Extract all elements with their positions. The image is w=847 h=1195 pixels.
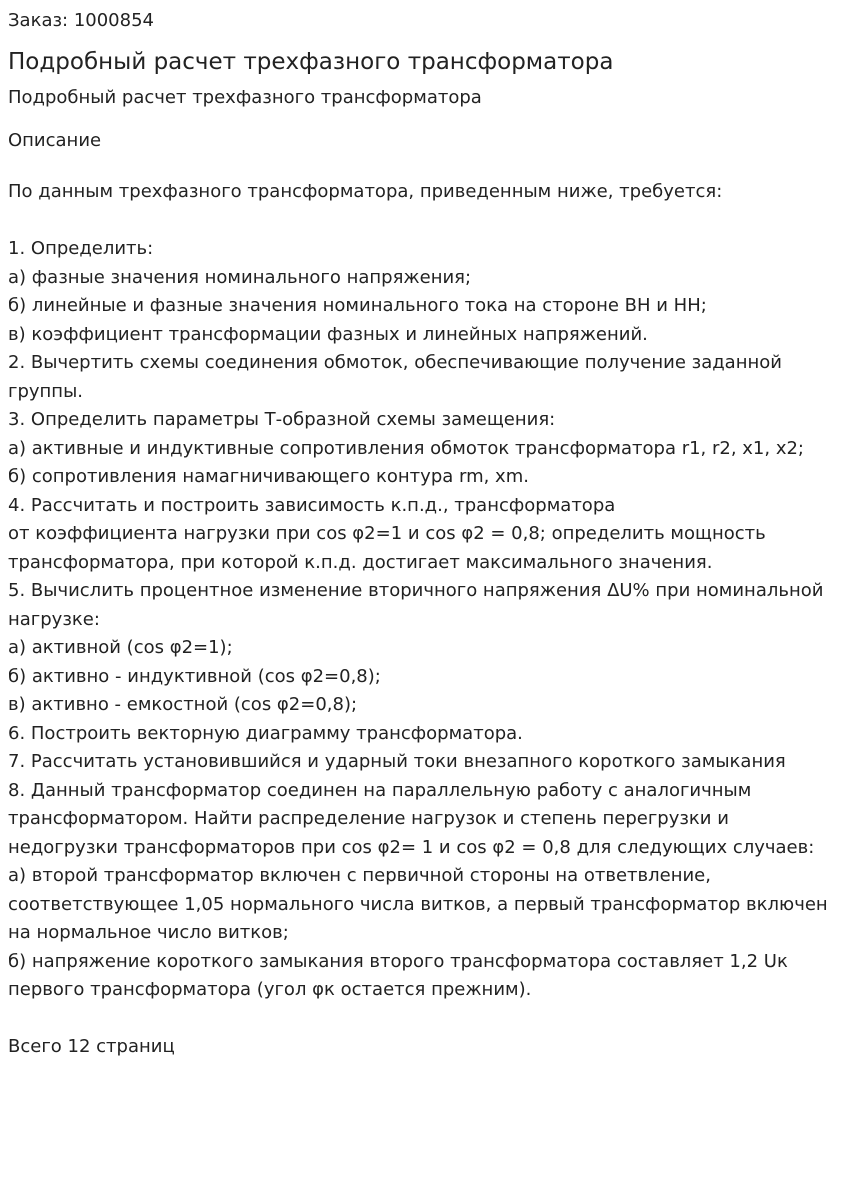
task-line: 2. Вычертить схемы соединения обмоток, обеспечивающие получение заданной группы. xyxy=(8,352,782,402)
pages-total: Всего 12 страниц xyxy=(8,1036,175,1057)
task-line: 5. Вычислить процентное изменение вторичного напряжения ΔU% при номинальной нагрузке: xyxy=(8,580,824,630)
blank-line xyxy=(8,1005,839,1034)
task-line: 3. Определить параметры Т-образной схемы замещения: xyxy=(8,409,556,430)
task-line: 7. Рассчитать установившийся и ударный токи внезапного короткого замыкания xyxy=(8,751,786,772)
task-line: от коэффициента нагрузки при cos φ2=1 и cos φ2 = 0,8; определить мощность трансформатора, при которой к.п.д. достигает максимального значения. xyxy=(8,523,766,573)
task-line: 4. Рассчитать и построить зависимость к.п.д., трансформатора xyxy=(8,494,616,516)
page-title: Подробный расчет трехфазного трансформатора xyxy=(8,49,614,75)
task-line: б) напряжение короткого замыкания второго трансформатора составляет 1,2 Uк первого трансформатора (угол φк остается прежним). xyxy=(8,950,788,1000)
task-line: 1. Определить: xyxy=(8,238,154,259)
task-line: 8. Данный трансформатор соединен на параллельную работу с аналогичным трансформатором. Найти распределение нагрузок и степень перегрузки и недогрузки трансформаторов при cos φ2= 1 и cos φ2 = 0,8 для следующих случаев: xyxy=(8,779,815,858)
task-line: б) линейные и фазные значения номинального тока на стороне ВН и НН; xyxy=(8,295,707,316)
description-heading: Описание xyxy=(8,130,102,151)
task-line: в) коэффициент трансформации фазных и линейных напряжений. xyxy=(8,323,648,345)
task-line: 6. Построить векторную диаграмму трансформатора. xyxy=(8,722,523,744)
task-line: а) активной (cos φ2=1); xyxy=(8,637,233,658)
blank-line xyxy=(8,207,839,236)
task-line: б) активно - индуктивной (cos φ2=0,8); xyxy=(8,665,381,687)
page-subtitle: Подробный расчет трехфазного трансформатора xyxy=(8,87,482,108)
description-body xyxy=(8,178,839,1062)
task-line: б) сопротивления намагничивающего контура rm, xm. xyxy=(8,466,529,487)
task-line: в) активно - емкостной (cos φ2=0,8); xyxy=(8,694,358,715)
task-line: а) активные и индуктивные сопротивления обмоток трансформатора r1, r2, x1, x2; xyxy=(8,437,804,459)
task-line: а) фазные значения номинального напряжения; xyxy=(8,266,472,288)
order-number: Заказ: 1000854 xyxy=(8,10,154,31)
task-line: а) второй трансформатор включен с первичной стороны на ответвление, соответствующее 1,05 нормального числа витков, а первый трансформатор включен на нормальное число витков; xyxy=(8,865,828,943)
description-intro: По данным трехфазного трансформатора, приведенным ниже, требуется: xyxy=(8,181,723,202)
